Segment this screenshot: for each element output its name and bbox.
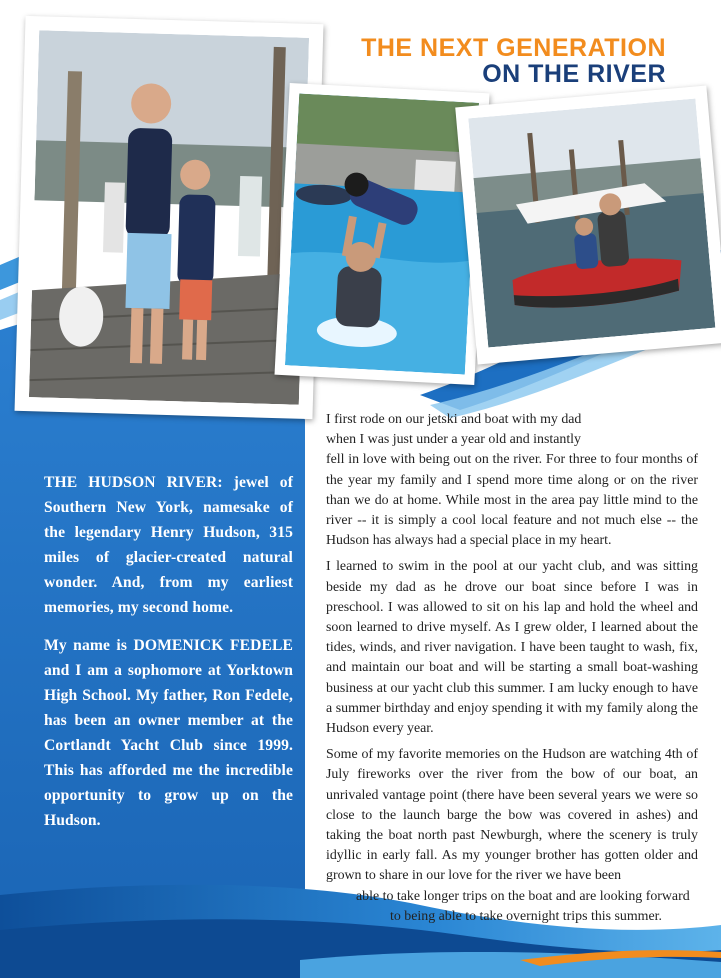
title-line-1: THE NEXT GENERATION [361,34,666,62]
pool-scene-image [285,93,479,374]
jetski-scene-image [468,99,715,348]
story-paragraph-1 [326,410,698,551]
story-paragraph-2: I learned to swim in the pool at our yacht club, and was sitting beside my dad as he drove our boat since before I was in preschool. I was allowed to sit on his lap and hold the wheel and soon learned to drive myself. As I grew older, I learned about the tides, winds, and river navigation. I have been taught to wash, fix, and maintain our boat and will be starting a small boat-washing business at our yacht club this summer. I am lucky enough to have a summer birthday and enjoy spending it with my family along the Hudson every year. [326,559,698,737]
jetski-photo [455,86,721,365]
title-line-2: ON THE RIVER [482,60,666,88]
story-column [326,410,698,927]
intro-column [44,470,293,846]
intro-paragraph-1: THE HUDSON RIVER: jewel of Southern New York, namesake of the legendary Henry Hudson, 315 miles of glacier-created natural wonder. And, from my earliest memories, my second home. [44,474,293,616]
story-line-2: when I was just under a year old and instantly [326,432,581,448]
page-title [361,36,666,87]
story-paragraph-3 [326,745,698,927]
intro-paragraph-2: My name is DOMENICK FEDELE and I am a sophomore at Yorktown High School. My father, Ron Fedele, has been an owner member at the Cortlandt Yacht Club since 1999. This has afforded me the incredible opportunity to grow up on the Hudson. [44,637,293,829]
story-paragraph-1-rest: fell in love with being out on the river. For three to four months of the year my family and I spend more time along or on the river than we do at home. While most in the area pay little mind to the river -- it is simply a cool local feature and not much else -- the Hudson has always had a special place in my heart. [326,452,698,549]
story-paragraph-3-main: Some of my favorite memories on the Hudson are watching 4th of July fireworks over the river from the bow of our boat, an unrivaled vantage point (there have been several years we were so close to the launch barge the bow was covered in ashes) and taking the boat north past Newburgh, where the scenery is truly idyllic in early fall. As my younger brother has gotten older and grown to share in our love for the river we have been [326,747,698,884]
story-line-last-2: to being able to take overnight trips this summer. [390,908,662,924]
dock-scene-image [29,30,309,404]
story-line-last-1: able to take longer trips on the boat and are looking forward [356,888,690,904]
story-line-1: I first rode on our jetski and boat with my dad [326,412,582,427]
